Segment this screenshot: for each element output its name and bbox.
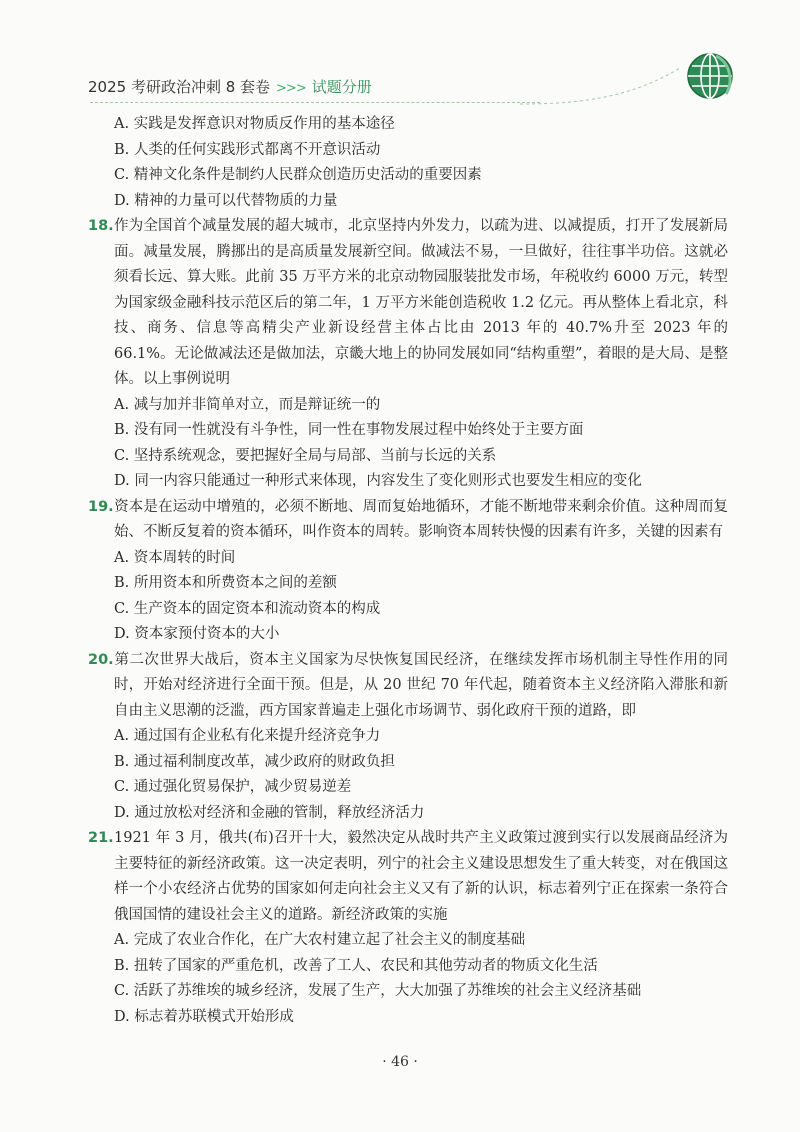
question-stem: 第二次世界大战后，资本主义国家为尽快恢复国民经济，在继续发挥市场机制主导性作用的同时，开始对经济进行全面干预。但是，从 20 世纪 70 年代起，随着资本主义经济陷入滞胀和新自由主义思潮的泛滥，西方国家普遍走上强化市场调节、弱化政府干预的道路，即 (114, 651, 728, 719)
question-stem: 资本是在运动中增殖的，必须不断地、周而复始地循环，才能不断地带来剩余价值。这种周而复始、不断反复着的资本循环，叫作资本的周转。影响资本周转快慢的因素有许多，关键的因素有 (114, 498, 728, 540)
q20-option-d: D. 通过放松对经济和金融的管制，释放经济活力 (114, 804, 425, 821)
q17-option-c: C. 精神文化条件是制约人民群众创造历史活动的重要因素 (114, 167, 482, 183)
page-content (88, 112, 728, 1030)
q18-option-a: A. 减与加并非简单对立，而是辩证统一的 (114, 396, 381, 413)
section-title: 试题分册 (311, 78, 372, 96)
q18-option-b: B. 没有同一性就没有斗争性，同一性在事物发展过程中始终处于主要方面 (114, 422, 584, 438)
header-rule (90, 102, 540, 103)
q18-option-c: C. 坚持系统观念，要把握好全局与局部、当前与长远的关系 (114, 447, 497, 464)
question-number: 19. (88, 498, 114, 515)
question-number: 20. (88, 651, 114, 668)
q19-option-c: C. 生产资本的固定资本和流动资本的构成 (114, 600, 381, 617)
q19-option-d: D. 资本家预付资本的大小 (114, 626, 280, 642)
q21-option-c: C. 活跃了苏维埃的城乡经济，发展了生产，大大加强了苏维埃的社会主义经济基础 (114, 983, 642, 999)
q21-option-a: A. 完成了农业合作化，在广大农村建立起了社会主义的制度基础 (114, 932, 526, 948)
q19-option-b: B. 所用资本和所费资本之间的差额 (114, 575, 337, 591)
q17-option-d: D. 精神的力量可以代替物质的力量 (114, 192, 338, 209)
book-title: 2025 考研政治冲刺 8 套卷 (88, 78, 271, 96)
question-number: 21. (88, 830, 114, 846)
running-header (88, 76, 372, 97)
q17-option-b: B. 人类的任何实践形式都离不开意识活动 (114, 141, 381, 158)
question-stem: 1921 年 3 月，俄共(布)召开十大，毅然决定从战时共产主义政策过渡到实行以发展商品经济为主要特征的新经济政策。这一决定表明，列宁的社会主义建设思想发生了重大转变，对在俄国这样一个小农经济占优势的国家如何走向社会主义又有了新的认识，标志着列宁正在探索一条符合俄国国情的建设社会主义的道路。新经济政策的实施 (114, 830, 728, 923)
q17-option-a: A. 实践是发挥意识对物质反作用的基本途径 (114, 116, 395, 132)
question-18 (88, 214, 728, 393)
header-arrows: >>> (276, 81, 306, 96)
globe-logo-icon (686, 52, 734, 100)
question-stem: 作为全国首个减量发展的超大城市，北京坚持内外发力，以疏为进、以减提质，打开了发展新局面。减量发展，腾挪出的是高质量发展新空间。做减法不易，一旦做好，往往事半功倍。这就必须看长远、算大账。此前 35 万平方米的北京动物园服装批发市场，年税收约 6000 万元，转型为国家级金融科技示范区后的第二年，1 万平方米能创造税收 1.2 亿元。再从整体上看北京，科技、商务、信息等高精尖产业新设经营主体占比由 2013 年的 40.7%升至 2023 年的 66.1%。无论做减法还是做加法，京畿大地上的协同发展如同“结构重塑”，着眼的是大局、是整体。以上事例说明 (114, 218, 728, 387)
q18-option-d: D. 同一内容只能通过一种形式来体现，内容发生了变化则形式也要发生相应的变化 (114, 473, 642, 489)
question-19 (88, 495, 728, 546)
q21-option-b: B. 扭转了国家的严重危机，改善了工人、农民和其他劳动者的物质文化生活 (114, 957, 598, 974)
q20-option-b: B. 通过福利制度改革，减少政府的财政负担 (114, 753, 395, 770)
question-21 (88, 826, 728, 928)
q20-option-c: C. 通过强化贸易保护，减少贸易逆差 (114, 779, 352, 795)
question-number: 18. (88, 218, 114, 234)
q19-option-a: A. 资本周转的时间 (114, 549, 236, 566)
q21-option-d: D. 标志着苏联模式开始形成 (114, 1008, 294, 1025)
page-number: · 46 · (382, 1054, 418, 1070)
q20-option-a: A. 通过国有企业私有化来提升经济竞争力 (114, 728, 381, 744)
question-20 (88, 648, 728, 725)
